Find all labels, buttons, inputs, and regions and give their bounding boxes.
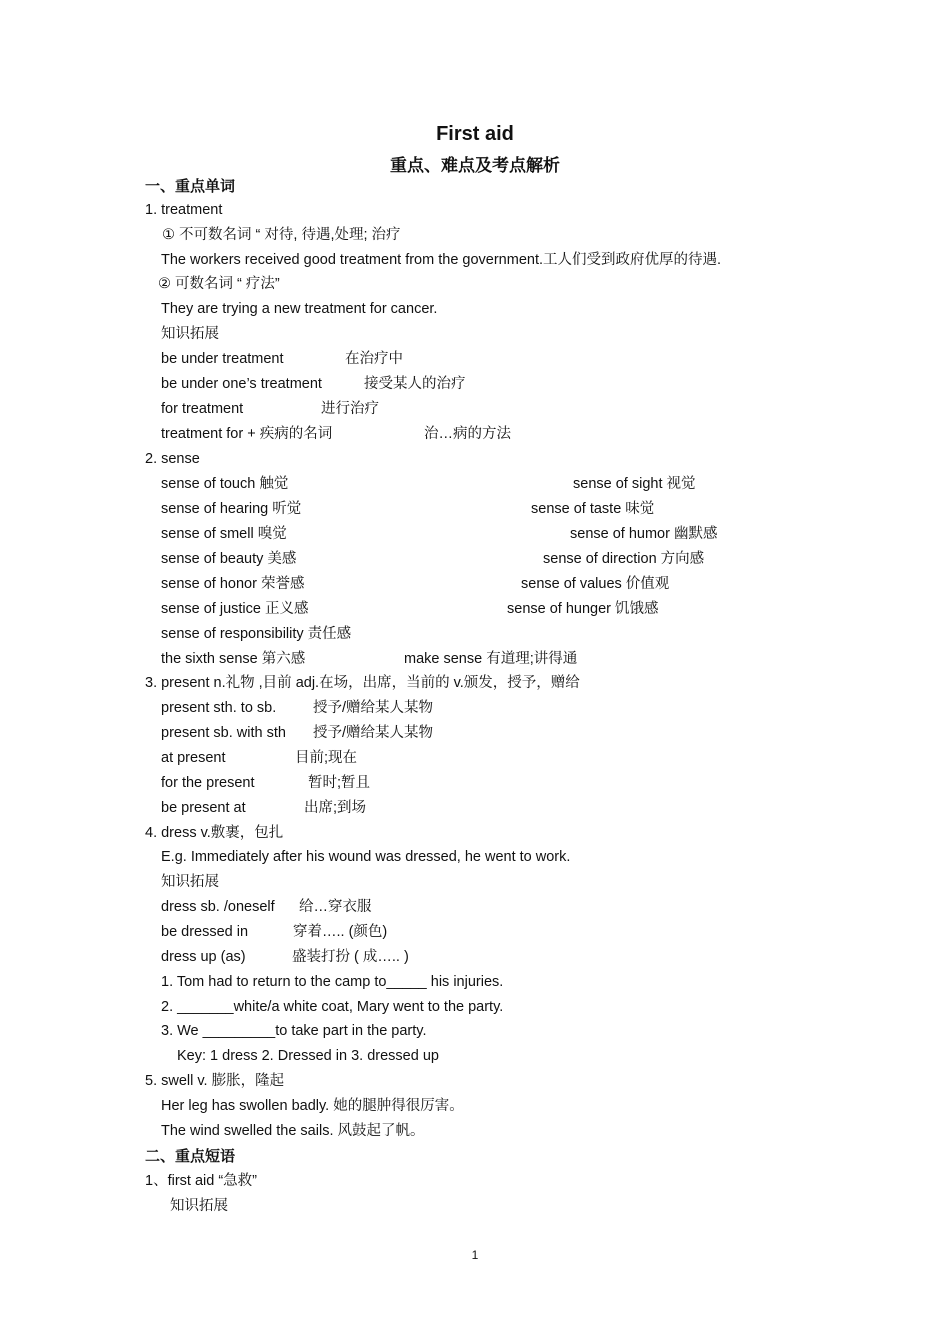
sense-item: sense of direction 方向感 (543, 551, 705, 567)
phrase-zh: 授予/赠给某人某物 (313, 725, 434, 741)
sense-item: sense of responsibility 责任感 (161, 626, 352, 642)
word-treatment-heading: 1. treatment (145, 202, 223, 218)
sense-item: sense of taste 味觉 (531, 501, 655, 517)
phrase-zh: 暂时;暂且 (308, 775, 371, 791)
phrase-zh: 给…穿衣服 (299, 899, 372, 915)
phrase-zh: 盛装打扮 ( 成….. ) (292, 949, 409, 965)
exercise-question: 2. _______white/a white coat, Mary went to the party. (161, 999, 504, 1015)
phrase-en: be present at (161, 800, 246, 816)
phrase-en: be under one’s treatment (161, 376, 322, 392)
sense-item: sense of sight 视觉 (573, 476, 696, 492)
treatment-example-1: The workers received good treatment from the government.工人们受到政府优厚的待遇. (161, 252, 722, 268)
treatment-definition-2: ② 可数名词 “ 疗法” (158, 276, 280, 292)
sense-item: sense of hearing 听觉 (161, 501, 302, 517)
word-sense-heading: 2. sense (145, 451, 200, 467)
phrase-zh: 治…病的方法 (424, 426, 511, 442)
sense-item: sense of justice 正义感 (161, 601, 309, 617)
dress-extension-label: 知识拓展 (161, 874, 219, 890)
phrase-zh: 授予/赠给某人某物 (313, 700, 434, 716)
word-swell-heading: 5. swell v. 膨胀，隆起 (145, 1073, 285, 1089)
phrase-en: dress sb. /oneself (161, 899, 275, 915)
first-aid-extension-label: 知识拓展 (170, 1198, 228, 1214)
word-dress-heading: 4. dress v.敷裹，包扎 (145, 825, 284, 841)
sense-item: sense of smell 嗅觉 (161, 526, 287, 542)
phrase-en: dress up (as) (161, 949, 246, 965)
exercise-key: Key: 1 dress 2. Dressed in 3. dressed up (177, 1048, 439, 1064)
phrase-en: present sth. to sb. (161, 700, 277, 716)
treatment-example-2: They are trying a new treatment for cancer. (161, 301, 438, 317)
phrase-en: for the present (161, 775, 255, 791)
sense-item: the sixth sense 第六感 (161, 651, 306, 667)
sense-item: make sense 有道理;讲得通 (404, 651, 578, 667)
phrase-first-aid-heading: 1、first aid “急救” (145, 1173, 257, 1189)
word-present-heading: 3. present n.礼物 ,目前 adj.在场，出席，当前的 v.颁发，授予，赠给 (145, 675, 580, 691)
phrase-zh: 在治疗中 (345, 351, 403, 367)
phrase-zh: 目前;现在 (295, 750, 358, 766)
phrase-en: be dressed in (161, 924, 249, 940)
swell-example-1: Her leg has swollen badly. 她的腿肿得很厉害。 (161, 1098, 464, 1114)
document-title: First aid (436, 123, 514, 145)
sense-item: sense of beauty 美感 (161, 551, 297, 567)
exercise-question: 1. Tom had to return to the camp to_____ his injuries. (161, 974, 504, 990)
phrase-zh: 进行治疗 (321, 401, 379, 417)
phrase-zh: 接受某人的治疗 (364, 376, 466, 392)
sense-item: sense of humor 幽默感 (570, 526, 718, 542)
treatment-definition-1: ① 不可数名词 “ 对待, 待遇,处理; 治疗 (162, 227, 401, 243)
sense-item: sense of hunger 饥饿感 (507, 601, 659, 617)
phrase-en: be under treatment (161, 351, 284, 367)
section-heading-words: 一、重点单词 (145, 178, 236, 195)
phrase-zh: 穿着….. (颜色) (293, 924, 388, 940)
document-subtitle: 重点、难点及考点解析 (390, 156, 560, 175)
phrase-en: present sb. with sth (161, 725, 286, 741)
sense-item: sense of honor 荣誉感 (161, 576, 305, 592)
phrase-en: at present (161, 750, 226, 766)
dress-example: E.g. Immediately after his wound was dressed, he went to work. (161, 849, 571, 865)
sense-item: sense of values 价值观 (521, 576, 670, 592)
phrase-zh: 出席;到场 (304, 800, 367, 816)
sense-item: sense of touch 触觉 (161, 476, 289, 492)
exercise-question: 3. We _________to take part in the party. (161, 1023, 427, 1039)
phrase-en: treatment for + 疾病的名词 (161, 426, 333, 442)
section-heading-phrases: 二、重点短语 (145, 1148, 236, 1165)
swell-example-2: The wind swelled the sails. 风鼓起了帆。 (161, 1123, 425, 1139)
treatment-extension-label: 知识拓展 (161, 326, 219, 342)
page-number: 1 (471, 1248, 479, 1262)
phrase-en: for treatment (161, 401, 244, 417)
